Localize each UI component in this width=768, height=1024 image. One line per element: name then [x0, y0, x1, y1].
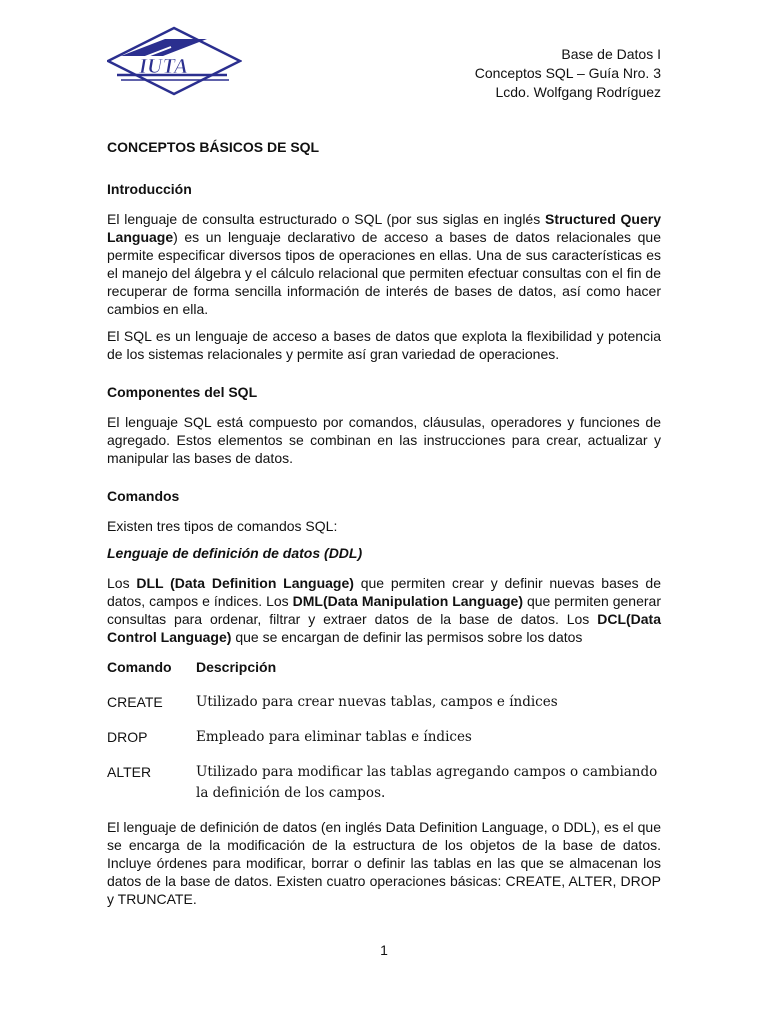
ddl-heading: Lenguaje de definición de datos (DDL): [107, 545, 363, 561]
intro-bold-term: Structured Query Language: [107, 211, 661, 245]
table-cell-command: CREATE: [107, 694, 163, 710]
section-title-componentes: Componentes del SQL: [107, 384, 258, 400]
table-header-comando: Comando: [107, 659, 172, 675]
table-cell-command: ALTER: [107, 764, 152, 780]
table-cell-description: Utilizado para crear nuevas tablas, campos e índices: [196, 694, 558, 710]
course-name: Base de Datos I: [561, 46, 661, 62]
page-title: CONCEPTOS BÁSICOS DE SQL: [107, 139, 320, 155]
commands-table: [107, 658, 661, 804]
section-title-introduccion: Introducción: [107, 181, 192, 197]
section-title-comandos: Comandos: [107, 488, 180, 504]
comandos-intro: Existen tres tipos de comandos SQL:: [107, 518, 338, 534]
cmd-text-e: que se encargan de definir las permisos sobre los datos: [231, 629, 583, 645]
iuta-logo: [107, 26, 242, 96]
guide-title: Conceptos SQL – Guía Nro. 3: [474, 65, 661, 81]
table-row: [107, 762, 661, 804]
cmd-text-c: que permiten crear y definir nuevas bases de datos, campos e índices. Los: [107, 575, 661, 609]
componentes-paragraph: El lenguaje SQL está compuesto por comandos, cláusulas, operadores y funciones de agregado. Estos elementos se combinan en las instrucciones para crear, actualizar y manipular las bases de datos.: [107, 414, 661, 466]
document-body: [107, 138, 661, 917]
table-row: [107, 692, 661, 713]
table-cell-description: Utilizado para modificar las tablas agregando campos o cambiando la definición de los campos.: [196, 764, 658, 801]
intro-text-a: El lenguaje de consulta estructurado o SQL (por sus siglas en inglés: [107, 211, 545, 227]
comandos-paragraph: [107, 574, 661, 646]
cmd-bold-dml: DML(Data Manipulation Language): [292, 593, 523, 609]
table-cell-description: Empleado para eliminar tablas e índices: [196, 729, 472, 745]
table-cell-command: DROP: [107, 729, 148, 745]
cmd-bold-dcl: DCL(Data Control Language): [107, 611, 661, 645]
table-header-descripcion: Descripción: [196, 659, 277, 675]
closing-paragraph: El lenguaje de definición de datos (en inglés Data Definition Language, o DDL), es el que se encarga de la modificación de la estructura de los objetos de la base de datos. Incluye órdenes para modificar, borrar o definir las tablas en las que se almacenan los datos de la base de datos. Existen cuatro operaciones básicas: CREATE, ALTER, DROP y TRUNCATE.: [107, 819, 661, 907]
table-row: [107, 727, 661, 748]
cmd-text-d: que permiten generar consultas para ordenar, filtrar y extraer datos de la base de datos. Los: [107, 593, 661, 627]
cmd-bold-ddl: DLL (Data Definition Language): [136, 575, 354, 591]
intro-paragraph-2: El SQL es un lenguaje de acceso a bases de datos que explota la flexibilidad y potencia de los sistemas relacionales y permite así gran variedad de operaciones.: [107, 328, 661, 362]
intro-paragraph-1: [107, 210, 661, 318]
cmd-text-a: Los: [107, 575, 137, 591]
table-header-row: [107, 658, 661, 676]
intro-text-b: ) es un lenguaje declarativo de acceso a bases de datos relacionales que permite especificar diversos tipos de operaciones en ellas. Una de sus características es el manejo del álgebra y el cálculo relacional que permiten efectuar consultas con el fin de recuperar de forma sencilla información de interés de bases de datos, así como hacer cambios en ella.: [107, 229, 661, 317]
author-name: Lcdo. Wolfgang Rodríguez: [495, 84, 661, 100]
document-header: [475, 45, 661, 102]
logo-text: IUTA: [139, 54, 189, 78]
page-number: 1: [380, 942, 388, 958]
